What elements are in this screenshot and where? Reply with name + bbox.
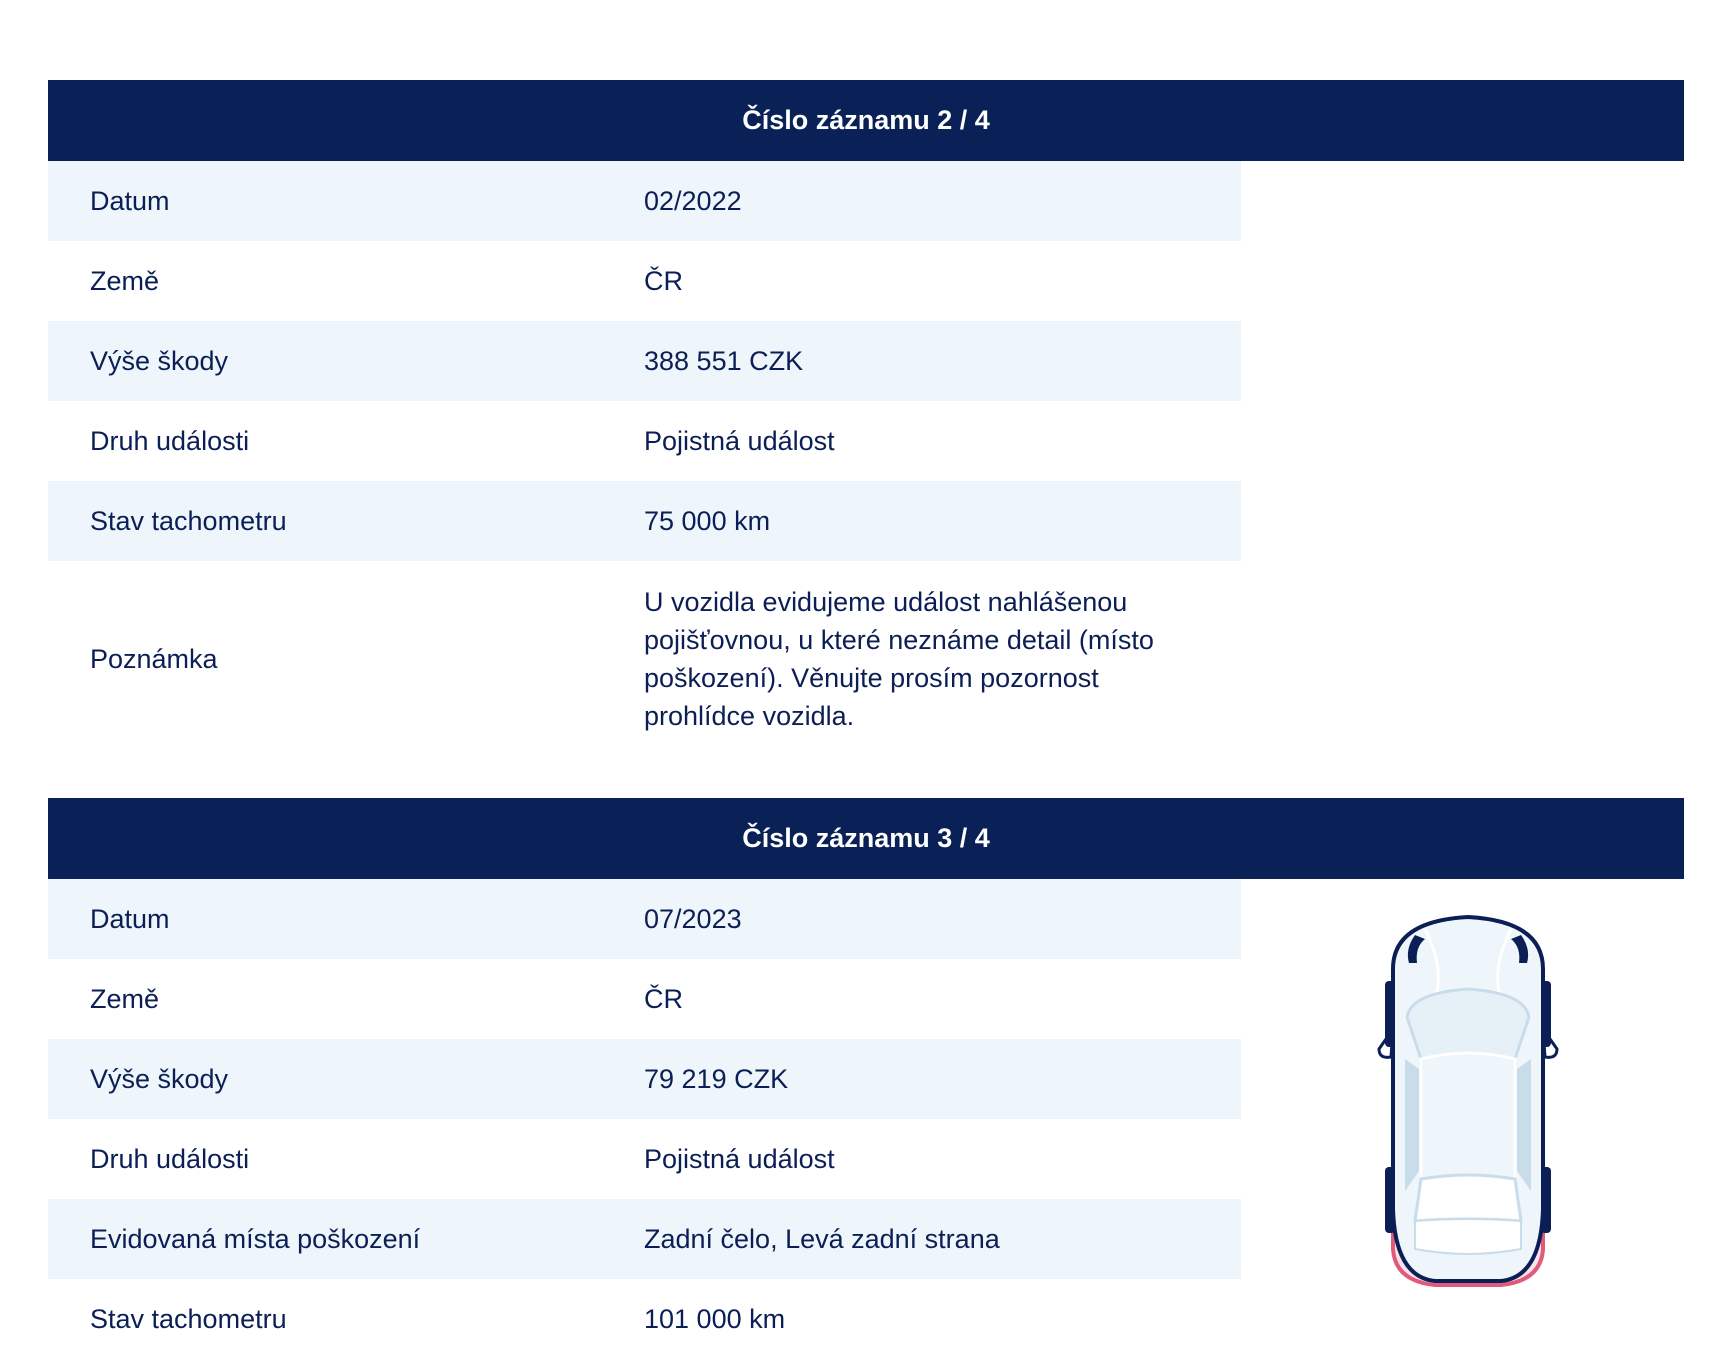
row-label: Evidovaná místa poškození bbox=[90, 1224, 421, 1254]
row-value: Pojistná událost bbox=[644, 1144, 835, 1174]
row-value: Zadní čelo, Levá zadní strana bbox=[644, 1224, 1000, 1254]
row-damage-amount bbox=[48, 1039, 1241, 1119]
row-date bbox=[48, 161, 1241, 241]
record-title: Číslo záznamu 2 / 4 bbox=[48, 80, 1684, 161]
row-label: Výše škody bbox=[90, 1064, 229, 1094]
row-label: Výše škody bbox=[90, 346, 229, 376]
row-label: Země bbox=[90, 266, 160, 296]
row-value: ČR bbox=[644, 266, 683, 296]
car-top-view-icon bbox=[1375, 909, 1561, 1289]
row-damage-locations bbox=[48, 1199, 1241, 1279]
row-label: Země bbox=[90, 984, 160, 1014]
row-event-type bbox=[48, 1119, 1241, 1199]
row-label: Datum bbox=[90, 904, 170, 934]
row-value: 388 551 CZK bbox=[644, 346, 804, 376]
damage-diagram bbox=[1241, 879, 1684, 1359]
row-label: Stav tachometru bbox=[90, 506, 287, 536]
row-value: U vozidla evidujeme událost nahlášenou pojišťovnou, u které neznáme detail (místo poškození). Věnujte prosím pozornost prohlídce vozidla. bbox=[644, 587, 1154, 731]
row-note bbox=[48, 561, 1241, 757]
row-label: Datum bbox=[90, 186, 170, 216]
row-country bbox=[48, 241, 1241, 321]
row-date bbox=[48, 879, 1241, 959]
record-title: Číslo záznamu 3 / 4 bbox=[48, 798, 1684, 879]
row-value: 02/2022 bbox=[644, 186, 742, 216]
record-card bbox=[48, 798, 1684, 1359]
row-value: 75 000 km bbox=[644, 506, 771, 536]
record-table bbox=[48, 161, 1241, 757]
row-value: Pojistná událost bbox=[644, 426, 835, 456]
row-value: ČR bbox=[644, 984, 683, 1014]
row-label: Poznámka bbox=[90, 644, 218, 674]
row-value: 101 000 km bbox=[644, 1304, 786, 1334]
record-table bbox=[48, 879, 1241, 1359]
row-event-type bbox=[48, 401, 1241, 481]
row-country bbox=[48, 959, 1241, 1039]
row-label: Stav tachometru bbox=[90, 1304, 287, 1334]
row-label: Druh události bbox=[90, 426, 250, 456]
row-value: 79 219 CZK bbox=[644, 1064, 789, 1094]
row-value: 07/2023 bbox=[644, 904, 742, 934]
row-odometer bbox=[48, 481, 1241, 561]
row-odometer bbox=[48, 1279, 1241, 1359]
row-label: Druh události bbox=[90, 1144, 250, 1174]
row-damage-amount bbox=[48, 321, 1241, 401]
record-card bbox=[48, 80, 1684, 757]
